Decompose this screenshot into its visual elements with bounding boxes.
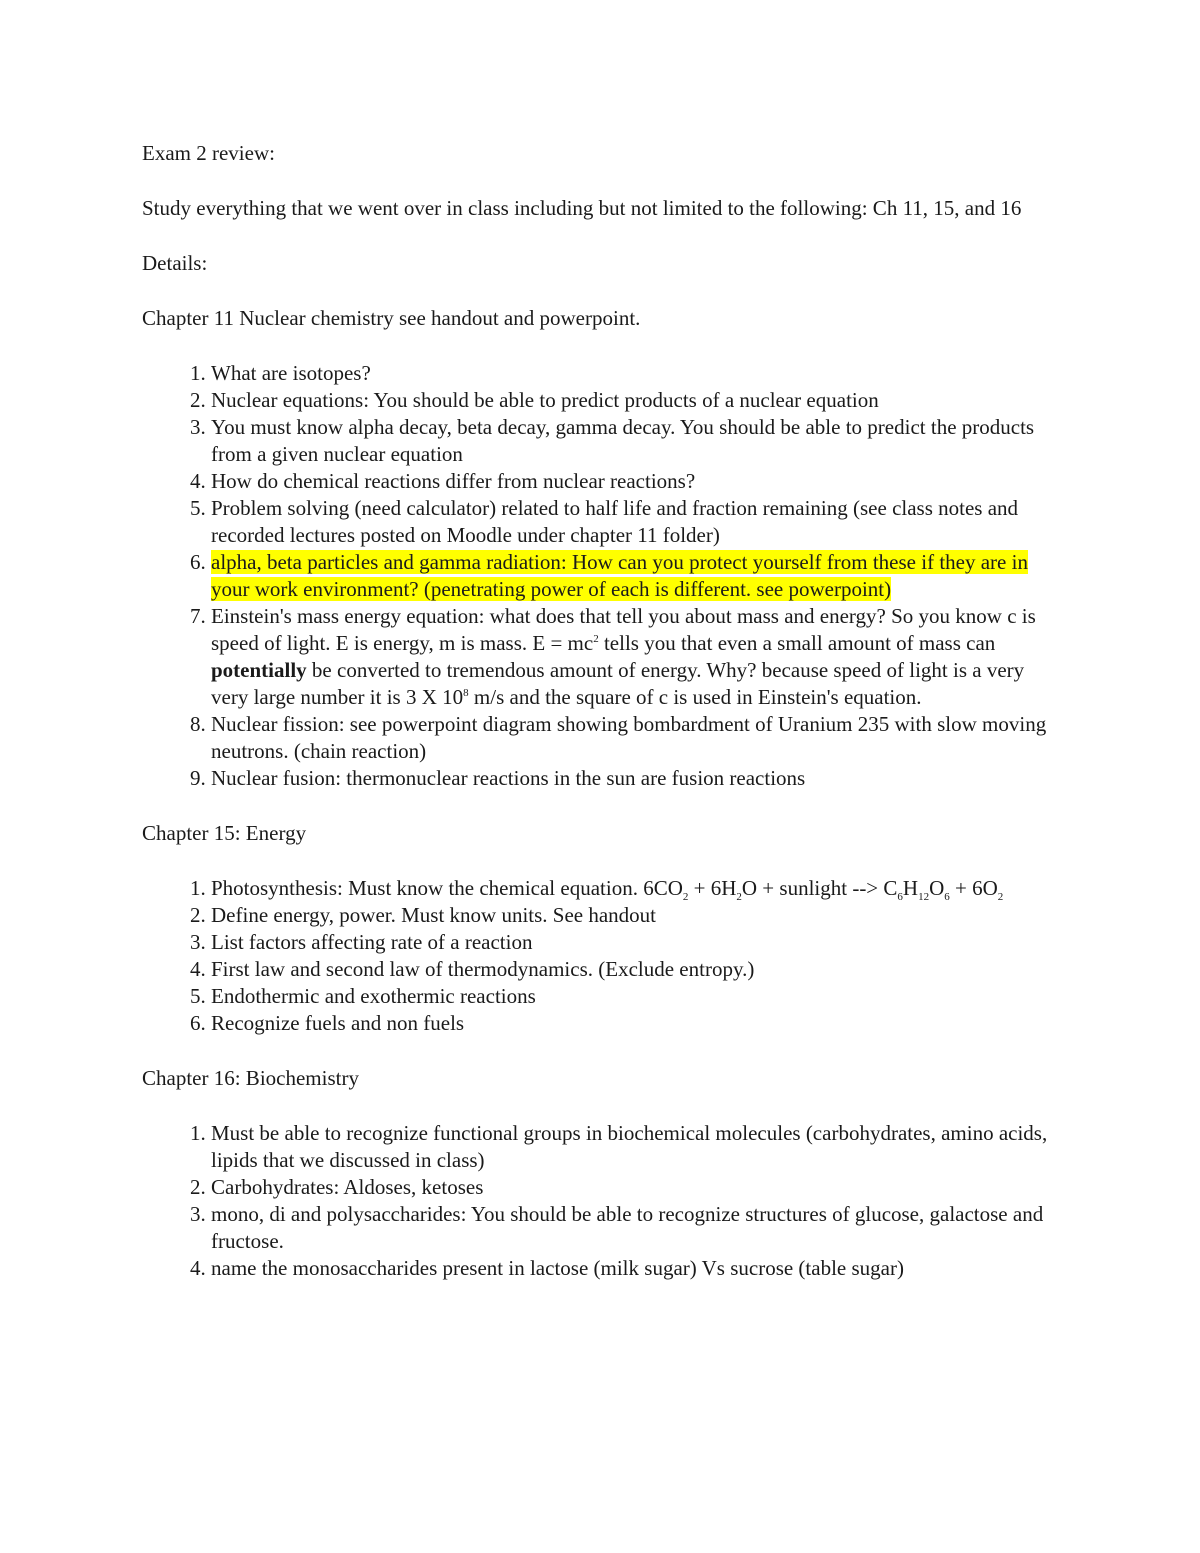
bold-word: potentially: [211, 658, 307, 682]
list-item: 5. Problem solving (need calculator) related to half life and fraction remaining (see class notes and recorded lectures posted on Moodle under chapter 11 folder): [211, 495, 1062, 549]
chapter-11-list: [142, 360, 1062, 792]
list-item: 4. How do chemical reactions differ from nuclear reactions?: [211, 468, 1062, 495]
list-item: 2. Carbohydrates: Aldoses, ketoses: [211, 1174, 1062, 1201]
list-item-einstein: 7. Einstein's mass energy equation: what does that tell you about mass and energy? So you know c is speed of light. E is energy, m is mass. $E = mc^2$ tells you that even a small amount of mass can potentially be converted to tremendous amount of energy. Why? because speed of light is a very very large number it is 3 X $10^8$ m/s and the square of c is used in Einstein's equation.: [211, 603, 1062, 711]
intro-paragraph: Study everything that we went over in class including but not limited to the following: Ch 11, 15, and 16: [142, 196, 1022, 220]
list-item: 3. mono, di and polysaccharides: You should be able to recognize structures of glucose, galactose and fructose.: [211, 1201, 1062, 1255]
list-item: 4. name the monosaccharides present in lactose (milk sugar) Vs sucrose (table sugar): [211, 1255, 1062, 1282]
list-item: 2. Define energy, power. Must know units. See handout: [211, 902, 1062, 929]
list-item: 4. First law and second law of thermodynamics. (Exclude entropy.): [211, 956, 1062, 983]
chapter-16-heading: Chapter 16: Biochemistry: [142, 1066, 359, 1090]
list-item-photosynthesis: 1. Photosynthesis: Must know the chemical equation. $6CO_2 + 6H_2O$ + sunlight --> $C_6H_{12}O_6 + 6O_2$: [211, 875, 1062, 902]
list-item: 3. List factors affecting rate of a reaction: [211, 929, 1062, 956]
chapter-16-list: [142, 1120, 1062, 1282]
chapter-15-heading: Chapter 15: Energy: [142, 821, 307, 845]
document-page: [142, 140, 1062, 1310]
details-label: Details:: [142, 251, 208, 275]
doc-title: Exam 2 review:: [142, 141, 275, 165]
list-item: 3. You must know alpha decay, beta decay, gamma decay. You should be able to predict the products from a given nuclear equation: [211, 414, 1062, 468]
list-item: 1. What are isotopes?: [211, 360, 1062, 387]
list-item: 6. Recognize fuels and non fuels: [211, 1010, 1062, 1037]
list-item-highlighted: [211, 549, 1062, 603]
list-item: 2. Nuclear equations: You should be able to predict products of a nuclear equation: [211, 387, 1062, 414]
chapter-15-list: [142, 875, 1062, 1037]
list-item: 5. Endothermic and exothermic reactions: [211, 983, 1062, 1010]
highlight: alpha, beta particles and gamma radiation: How can you protect yourself from these if they are in your work environment? (penetrating power of each is different. see powerpoint): [211, 550, 1028, 601]
chapter-11-heading: Chapter 11 Nuclear chemistry see handout and powerpoint.: [142, 306, 641, 330]
list-item: 8. Nuclear fission: see powerpoint diagram showing bombardment of Uranium 235 with slow moving neutrons. (chain reaction): [211, 711, 1062, 765]
list-item: 9. Nuclear fusion: thermonuclear reactions in the sun are fusion reactions: [211, 765, 1062, 792]
list-item: 1. Must be able to recognize functional groups in biochemical molecules (carbohydrates, amino acids, lipids that we discussed in class): [211, 1120, 1062, 1174]
